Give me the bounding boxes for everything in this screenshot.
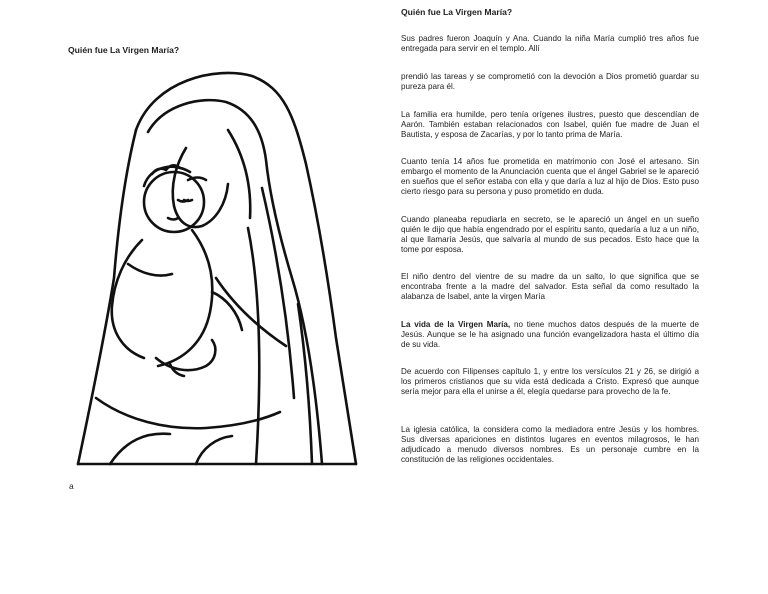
paragraph-2 [401, 72, 699, 92]
right-title: Quién fue La Virgen María? [401, 7, 513, 17]
paragraph-6-text: El niño dentro del vientre de su madre da un salto, lo que significa que se encontraba frente a la madre del salvador. Esta señal da como resultado la alabanza de Isabel, ante la virgen María [401, 272, 699, 302]
paragraph-1-text: Sus padres fueron Joaquín y Ana. Cuando la niña María cumplió tres años fue entregada para servir en el templo. Allí [401, 34, 699, 54]
paragraph-3-text: La familia era humilde, pero tenía orígenes ilustres, puesto que descendían de Aarón. También estaban relacionados con Isabel, quién fue madre de Juan el Bautista, y esposa de Zacarías, y por lo tanto prima de María. [401, 110, 699, 140]
paragraph-7 [401, 320, 699, 350]
paragraph-6 [401, 272, 699, 302]
paragraph-9 [401, 425, 699, 465]
paragraph-4 [401, 157, 699, 197]
paragraph-1 [401, 34, 699, 54]
paragraph-7-text: no tiene muchos datos después de la muerte de Jesús. Aunque se le ha asignado una función evangelizadora hasta el último día de su vida. [401, 320, 700, 350]
paragraph-4-text: Cuanto tenía 14 años fue prometida en matrimonio con José el artesano. Sin embargo el momento de la Anunciación cuenta que el ángel Gabriel se le apareció en sueños que el señor estaba con ella y que daría a luz al hijo de Dios. Esto puso cierto riesgo para su persona y puso prometido en duda. [401, 157, 699, 197]
footnote-text: a [69, 481, 74, 491]
paragraph-5 [401, 215, 699, 255]
paragraph-9-text: La iglesia católica, la considera como la mediadora entre Jesús y los hombres. Sus diversas apariciones en distintos lugares en eventos milagrosos, le han adjudicado a menudo diversos nombres. Es un personaje cumbre en la constitución de las religiones occidentales. [401, 425, 699, 465]
paragraph-3 [401, 110, 699, 140]
paragraph-5-text: Cuando planeaba repudiarla en secreto, se le apareció un ángel en un sueño quién le dijo que había engendrado por el espíritu santo, quedaría a luz a un niño, al que llamaría Jesús, que salvaría al mundo de sus pecados. Esto hace que la tome por esposa. [401, 215, 699, 255]
paragraph-2-text: prendió las tareas y se comprometió con la devoción a Dios prometió guardar su pureza para él. [401, 72, 699, 92]
virgin-and-child-illustration [66, 68, 366, 466]
paragraph-7-bold: La vida de la Virgen María, [401, 320, 511, 329]
paragraph-8 [401, 367, 699, 397]
paragraph-8-text: De acuerdo con Filipenses capítulo 1, y entre los versículos 21 y 26, se dirigió a los primeros cristianos que su vida está dedicada a Cristo. Expresó que aunque sería mejor para ella el unirse a él, elegía quedarse para provecho de la fe. [401, 367, 699, 397]
left-title: Quién fue La Virgen María? [68, 45, 180, 55]
